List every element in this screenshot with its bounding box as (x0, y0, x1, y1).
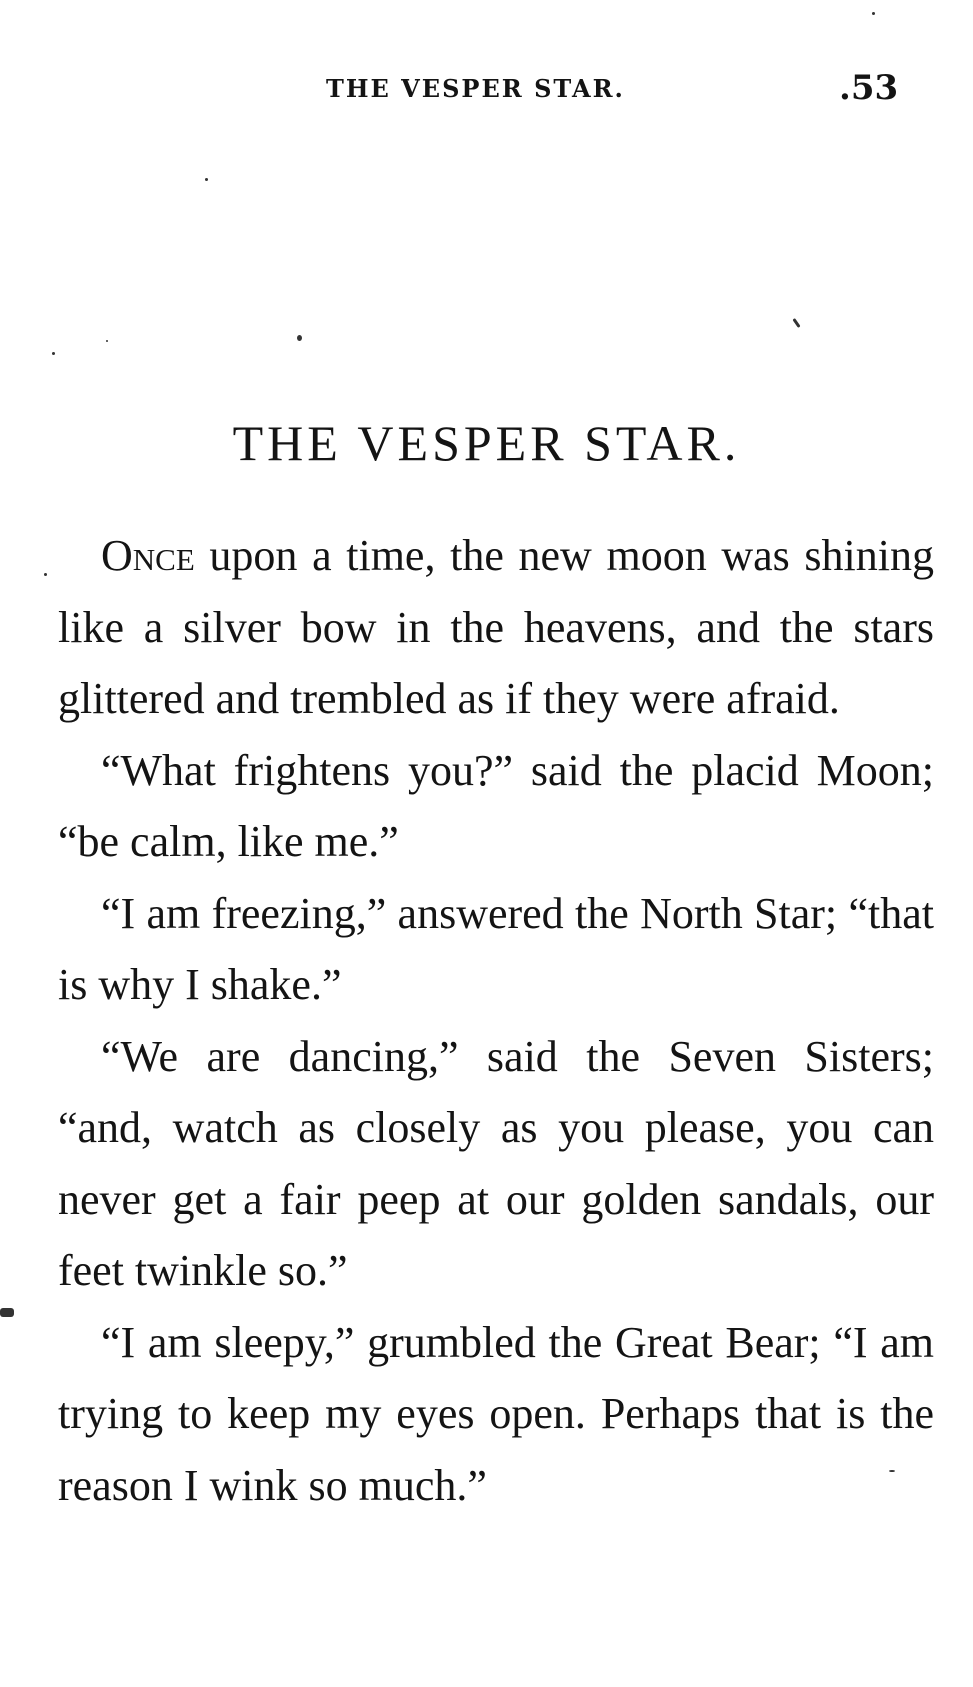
paragraph-lead-word: Once (101, 531, 195, 580)
paragraph (58, 520, 934, 735)
running-title: THE VESPER STAR. (326, 74, 625, 103)
paragraph: “We are dancing,” said the Seven Sisters; “and, watch as closely as you please, you can never get a fair peep at our golden sandals, our feet twinkle so.” (58, 1031, 934, 1295)
chapter-title: THE VESPER STAR. (232, 415, 741, 471)
paragraph: “I am sleepy,” grumbled the Great Bear; “I am trying to keep my eyes open. Perhaps that is the reason I wink so much.” (58, 1317, 934, 1510)
print-speck (106, 340, 108, 342)
running-header (0, 68, 973, 108)
print-speck (44, 573, 47, 576)
paragraph-text: upon a time, the new moon was shining like a silver bow in the heavens, and the stars glittered and trembled as if they were afraid. (58, 531, 934, 723)
print-speck (52, 352, 55, 355)
print-speck (872, 12, 875, 15)
print-speck (0, 1308, 14, 1317)
body-text (58, 520, 934, 1521)
print-speck (792, 318, 800, 328)
print-speck (297, 335, 302, 341)
print-speck (205, 178, 208, 181)
page-number: .53 (839, 68, 899, 108)
paragraph: “What frightens you?” said the placid Moon; “be calm, like me.” (58, 745, 934, 866)
paragraph: “I am freezing,” answered the North Star; “that is why I shake.” (58, 888, 934, 1009)
print-speck (889, 1470, 895, 1472)
